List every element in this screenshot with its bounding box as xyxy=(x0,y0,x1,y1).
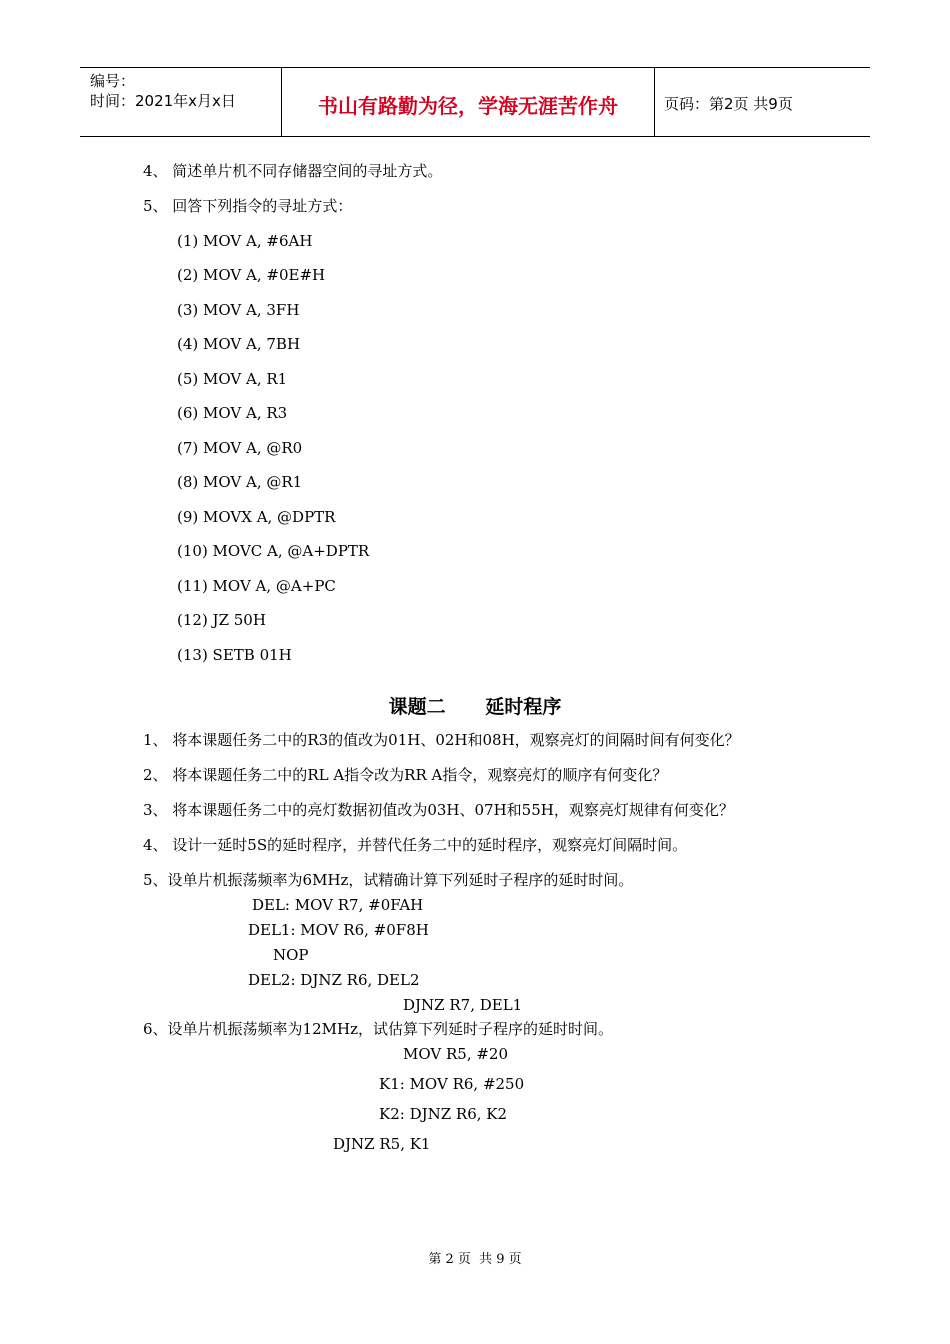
code-line: K2: DJNZ R6, K2 xyxy=(379,1105,508,1123)
instruction-item: (10) MOVC A, @A+DPTR xyxy=(177,542,370,560)
question-5: 5、 回答下列指令的寻址方式： xyxy=(143,197,353,215)
instruction-item: (12) JZ 50H xyxy=(177,611,266,629)
page-header xyxy=(80,67,870,137)
instruction-item: (9) MOVX A, @DPTR xyxy=(177,508,336,526)
page-footer: 第 2 页 共 9 页 xyxy=(428,1252,522,1267)
question-1: 1、 将本课题任务二中的R3的值改为01H、02H和08H，观察亮灯的间隔时间有何变化？ xyxy=(143,731,740,749)
header-motto: 书山有路勤为径，学海无涯苦作舟 xyxy=(318,94,618,118)
code-line: DEL1: MOV R6, #0F8H xyxy=(248,921,429,939)
instruction-item: (8) MOV A, @R1 xyxy=(177,473,303,491)
header-page-number: 页码：第2页 共9页 xyxy=(664,95,793,113)
document-time-label: 时间：2021年x月x日 xyxy=(90,92,236,110)
code-line: NOP xyxy=(273,946,309,964)
instruction-item: (13) SETB 01H xyxy=(177,646,292,664)
code-line: DJNZ R7, DEL1 xyxy=(403,996,523,1014)
instruction-item: (3) MOV A, 3FH xyxy=(177,301,300,319)
instruction-item: (5) MOV A, R1 xyxy=(177,370,288,388)
instruction-item: (7) MOV A, @R0 xyxy=(177,439,303,457)
question-2: 2、 将本课题任务二中的RL A指令改为RR A指令，观察亮灯的顺序有何变化？ xyxy=(143,766,668,784)
instruction-item: (11) MOV A, @A+PC xyxy=(177,577,336,595)
header-motto-cell xyxy=(281,68,655,136)
header-meta-cell xyxy=(80,68,281,136)
code-line: K1: MOV R6, #250 xyxy=(379,1075,525,1093)
code-line: MOV R5, #20 xyxy=(403,1045,509,1063)
section-title: 课题二 延时程序 xyxy=(388,696,562,718)
question-4: 4、 简述单片机不同存储器空间的寻址方式。 xyxy=(143,162,443,180)
instruction-item: (6) MOV A, R3 xyxy=(177,404,288,422)
question-5-delay: 5、设单片机振荡频率为6MHz，试精确计算下列延时子程序的延时时间。 xyxy=(143,871,634,889)
document-number-label: 编号： xyxy=(90,72,136,90)
code-line: DEL2: DJNZ R6, DEL2 xyxy=(248,971,420,989)
question-3: 3、 将本课题任务二中的亮灯数据初值改为03H、07H和55H，观察亮灯规律有何变化？ xyxy=(143,801,734,819)
question-6-delay: 6、设单片机振荡频率为12MHz，试估算下列延时子程序的延时时间。 xyxy=(143,1020,613,1038)
code-line: DJNZ R5, K1 xyxy=(333,1135,431,1153)
instruction-item: (1) MOV A, #6AH xyxy=(177,232,313,250)
instruction-item: (2) MOV A, #0E#H xyxy=(177,266,326,284)
code-line: DEL: MOV R7, #0FAH xyxy=(252,896,424,914)
header-page-cell xyxy=(654,68,870,136)
instruction-item: (4) MOV A, 7BH xyxy=(177,335,301,353)
question-4-delay: 4、 设计一延时5S的延时程序，并替代任务二中的延时程序，观察亮灯间隔时间。 xyxy=(143,836,688,854)
